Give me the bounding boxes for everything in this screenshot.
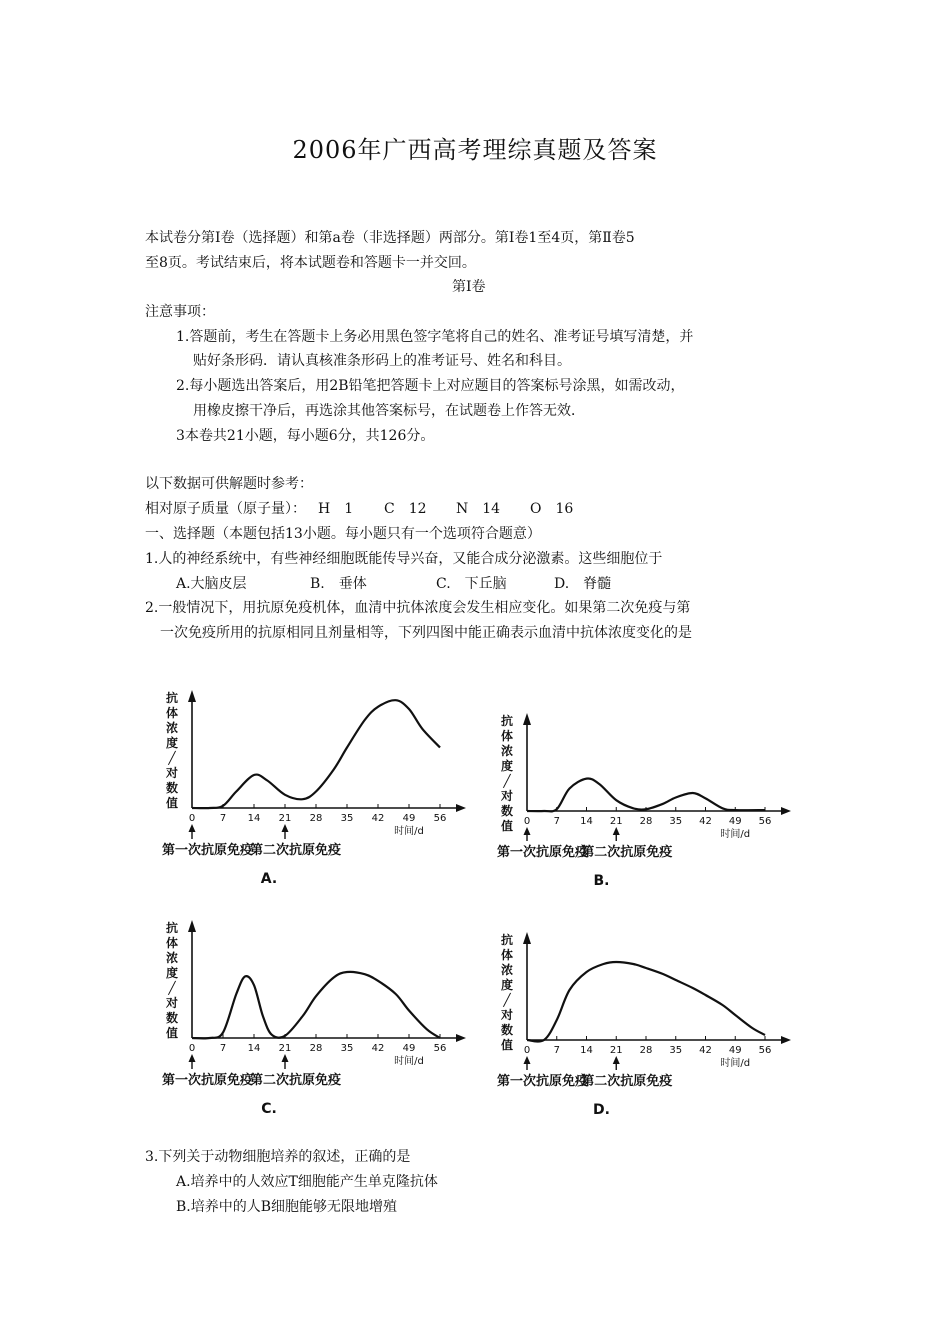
first-immunization-arrowhead: [189, 824, 196, 832]
x-tick-label: 7: [553, 816, 560, 827]
y-axis-label-char: 数: [165, 781, 179, 795]
notes-heading: 注意事项：: [145, 304, 215, 320]
y-axis-label-char: 抗: [165, 691, 179, 705]
intro-line-1: 本试卷分第Ⅰ卷（选择题）和第a卷（非选择题）两部分。第Ⅰ卷1至4页，第Ⅱ卷5: [145, 230, 635, 246]
x-tick-label: 56: [758, 1045, 772, 1056]
graph-b: [497, 685, 817, 905]
y-axis-label-char: 值: [500, 1038, 514, 1052]
note-2-line-1: 2.每小题选出答案后，用2B铅笔把答题卡上对应题目的答案标号涂黑，如需改动，: [176, 378, 685, 394]
y-axis-label-char: 对: [165, 766, 179, 780]
question-3-stem: 3.下列关于动物细胞培养的叙述，正确的是: [145, 1149, 411, 1165]
x-tick-label-origin: 0: [188, 1043, 196, 1054]
x-tick-label: 49: [402, 1043, 416, 1054]
x-tick-label: 14: [247, 1043, 261, 1054]
y-axis-label-char: 对: [165, 996, 179, 1010]
x-tick-label: 14: [247, 813, 261, 824]
y-axis-label-char: 值: [165, 796, 179, 810]
graph-letter: A.: [260, 871, 278, 887]
graph-letter: B.: [593, 873, 610, 889]
x-tick-label: 28: [639, 816, 653, 827]
y-axis-label-char: 对: [500, 789, 514, 803]
y-axis-label-char: ╱: [168, 981, 176, 995]
y-axis-label-char: 体: [165, 706, 179, 720]
x-axis-label: 时间/d: [394, 826, 424, 837]
question-1-option-b: B. 垂体: [310, 576, 367, 592]
x-axis-arrow: [781, 1036, 791, 1044]
first-immunization-arrowhead: [524, 1056, 531, 1064]
section-heading: 第Ⅰ卷: [452, 279, 486, 295]
intro-line-2: 至8页。考试结束后，将本试题卷和答题卡一并交回。: [145, 255, 476, 271]
y-axis-label-char: ╱: [168, 751, 176, 765]
note-1-line-1: 1.答题前，考生在答题卡上务必用黑色签字笔将自己的姓名、准考证号填写清楚，并: [176, 329, 694, 345]
x-tick-label: 49: [728, 1045, 742, 1056]
note-1-line-2: 贴好条形码．请认真核准条形码上的准考证号、姓名和科目。: [193, 353, 571, 369]
first-immunization-label: 第一次抗原免疫: [162, 1073, 254, 1088]
y-axis-label-char: 度: [165, 736, 179, 750]
atomic-mass-n: N 14: [456, 501, 501, 517]
x-axis-label: 时间/d: [720, 1058, 751, 1069]
x-tick-label-origin: 0: [523, 816, 531, 827]
x-tick-label: 28: [639, 1045, 653, 1056]
x-tick-label-origin: 0: [188, 813, 196, 824]
x-tick-label: 21: [278, 1043, 292, 1054]
x-tick-label: 42: [371, 813, 385, 824]
x-tick-label: 56: [758, 816, 772, 827]
first-immunization-arrowhead: [524, 827, 531, 835]
y-axis-arrow: [188, 690, 196, 702]
x-tick-label: 42: [699, 816, 712, 827]
question-2-line-2: 一次免疫所用的抗原相同且剂量相等，下列四图中能正确表示血清中抗体浓度变化的是: [160, 625, 692, 641]
first-immunization-label: 第一次抗原免疫: [497, 1074, 589, 1089]
x-axis-label: 时间/d: [720, 829, 751, 840]
antibody-curve: [192, 700, 440, 808]
atomic-mass-c: C 12: [384, 501, 427, 517]
graph-letter: C.: [261, 1101, 277, 1117]
note-2-line-2: 用橡皮擦干净后，再选涂其他答案标号，在试题卷上作答无效．: [193, 403, 585, 419]
question-1-option-c: C. 下丘脑: [436, 576, 507, 592]
first-immunization-label: 第一次抗原免疫: [497, 845, 589, 860]
y-axis-arrow: [523, 713, 531, 725]
atomic-mass-line: [145, 499, 573, 519]
x-tick-label: 35: [669, 1045, 683, 1056]
y-axis-label-char: 浓: [165, 951, 179, 965]
x-tick-label: 7: [219, 1043, 227, 1054]
second-immunization-arrowhead: [282, 824, 289, 832]
x-axis-arrow: [781, 807, 791, 815]
second-immunization-arrowhead: [282, 1054, 289, 1062]
x-tick-label: 56: [433, 813, 447, 824]
y-axis-label-char: 浓: [500, 963, 514, 977]
graph-d: [497, 910, 817, 1130]
x-tick-label: 35: [340, 813, 354, 824]
y-axis-label-char: 抗: [165, 921, 179, 935]
second-immunization-label: 第二次抗原免疫: [250, 1073, 342, 1088]
y-axis-label-char: ╱: [503, 993, 511, 1007]
second-immunization-arrowhead: [613, 827, 620, 835]
question-3-option-b: B.培养中的人B细胞能够无限地增殖: [176, 1199, 398, 1215]
y-axis-label-char: ╱: [503, 774, 511, 788]
y-axis-label-char: 数: [165, 1011, 179, 1025]
atomic-mass-o: O 16: [530, 501, 574, 517]
x-tick-label-origin: 0: [523, 1045, 531, 1056]
x-tick-label: 14: [580, 1045, 593, 1056]
y-axis-label-char: 抗: [500, 933, 514, 947]
x-tick-label: 42: [371, 1043, 385, 1054]
x-tick-label: 21: [278, 813, 292, 824]
question-1-option-a: A.大脑皮层: [176, 576, 247, 592]
question-1-option-d: D. 脊髓: [554, 576, 612, 592]
page-title: 2006年广西高考理综真题及答案: [292, 136, 658, 164]
x-axis-arrow: [456, 1034, 466, 1042]
x-tick-label: 49: [402, 813, 416, 824]
first-immunization-label: 第一次抗原免疫: [162, 843, 254, 858]
antibody-curve: [192, 972, 440, 1039]
atomic-mass-label: 相对原子质量（原子量）：: [145, 501, 306, 517]
question-1-stem: 1.人的神经系统中，有些神经细胞既能传导兴奋，又能合成分泌激素。这些细胞位于: [145, 551, 663, 567]
y-axis-label-char: 体: [165, 936, 179, 950]
y-axis-label-char: 对: [500, 1008, 514, 1022]
first-immunization-arrowhead: [189, 1054, 196, 1062]
graph-c: [160, 905, 480, 1135]
reference-heading: 以下数据可供解题时参考：: [145, 476, 313, 492]
second-immunization-label: 第二次抗原免疫: [581, 1074, 673, 1089]
graph-a: [160, 675, 480, 905]
y-axis-label-char: 数: [500, 1023, 514, 1037]
x-tick-label: 35: [669, 816, 683, 827]
x-tick-label: 42: [699, 1045, 712, 1056]
x-tick-label: 21: [609, 1045, 623, 1056]
y-axis-label-char: 度: [500, 759, 514, 773]
x-axis-label: 时间/d: [394, 1056, 424, 1067]
x-axis-arrow: [456, 804, 466, 812]
second-immunization-label: 第二次抗原免疫: [581, 845, 673, 860]
y-axis-label-char: 度: [500, 978, 514, 992]
y-axis-label-char: 浓: [500, 744, 514, 758]
y-axis-label-char: 浓: [165, 721, 179, 735]
x-tick-label: 28: [309, 1043, 323, 1054]
x-tick-label: 49: [728, 816, 742, 827]
x-tick-label: 7: [553, 1045, 560, 1056]
atomic-mass-h: H 1: [318, 501, 354, 517]
y-axis-label-char: 抗: [500, 714, 514, 728]
y-axis-arrow: [188, 920, 196, 932]
x-tick-label: 35: [340, 1043, 354, 1054]
y-axis-label-char: 度: [165, 966, 179, 980]
second-immunization-arrowhead: [613, 1056, 620, 1064]
y-axis-arrow: [523, 932, 531, 944]
question-2-line-1: 2.一般情况下，用抗原免疫机体，血清中抗体浓度会发生相应变化。如果第二次免疫与第: [145, 600, 691, 616]
y-axis-label-char: 体: [500, 729, 514, 743]
x-tick-label: 21: [609, 816, 623, 827]
question-3-option-a: A.培养中的人效应T细胞能产生单克隆抗体: [176, 1174, 438, 1190]
antibody-curve: [527, 962, 765, 1041]
y-axis-label-char: 值: [500, 819, 514, 833]
y-axis-label-char: 数: [500, 804, 514, 818]
y-axis-label-char: 体: [500, 948, 514, 962]
y-axis-label-char: 值: [165, 1026, 179, 1040]
second-immunization-label: 第二次抗原免疫: [250, 843, 342, 858]
antibody-curve: [527, 778, 765, 811]
graph-letter: D.: [593, 1102, 610, 1118]
x-tick-label: 7: [219, 813, 227, 824]
note-3: 3本卷共21小题，每小题6分，共126分。: [176, 428, 435, 444]
part-1-heading: 一、选择题（本题包括13小题。每小题只有一个选项符合题意）: [145, 526, 541, 542]
x-tick-label: 28: [309, 813, 323, 824]
x-tick-label: 56: [433, 1043, 447, 1054]
x-tick-label: 14: [580, 816, 593, 827]
